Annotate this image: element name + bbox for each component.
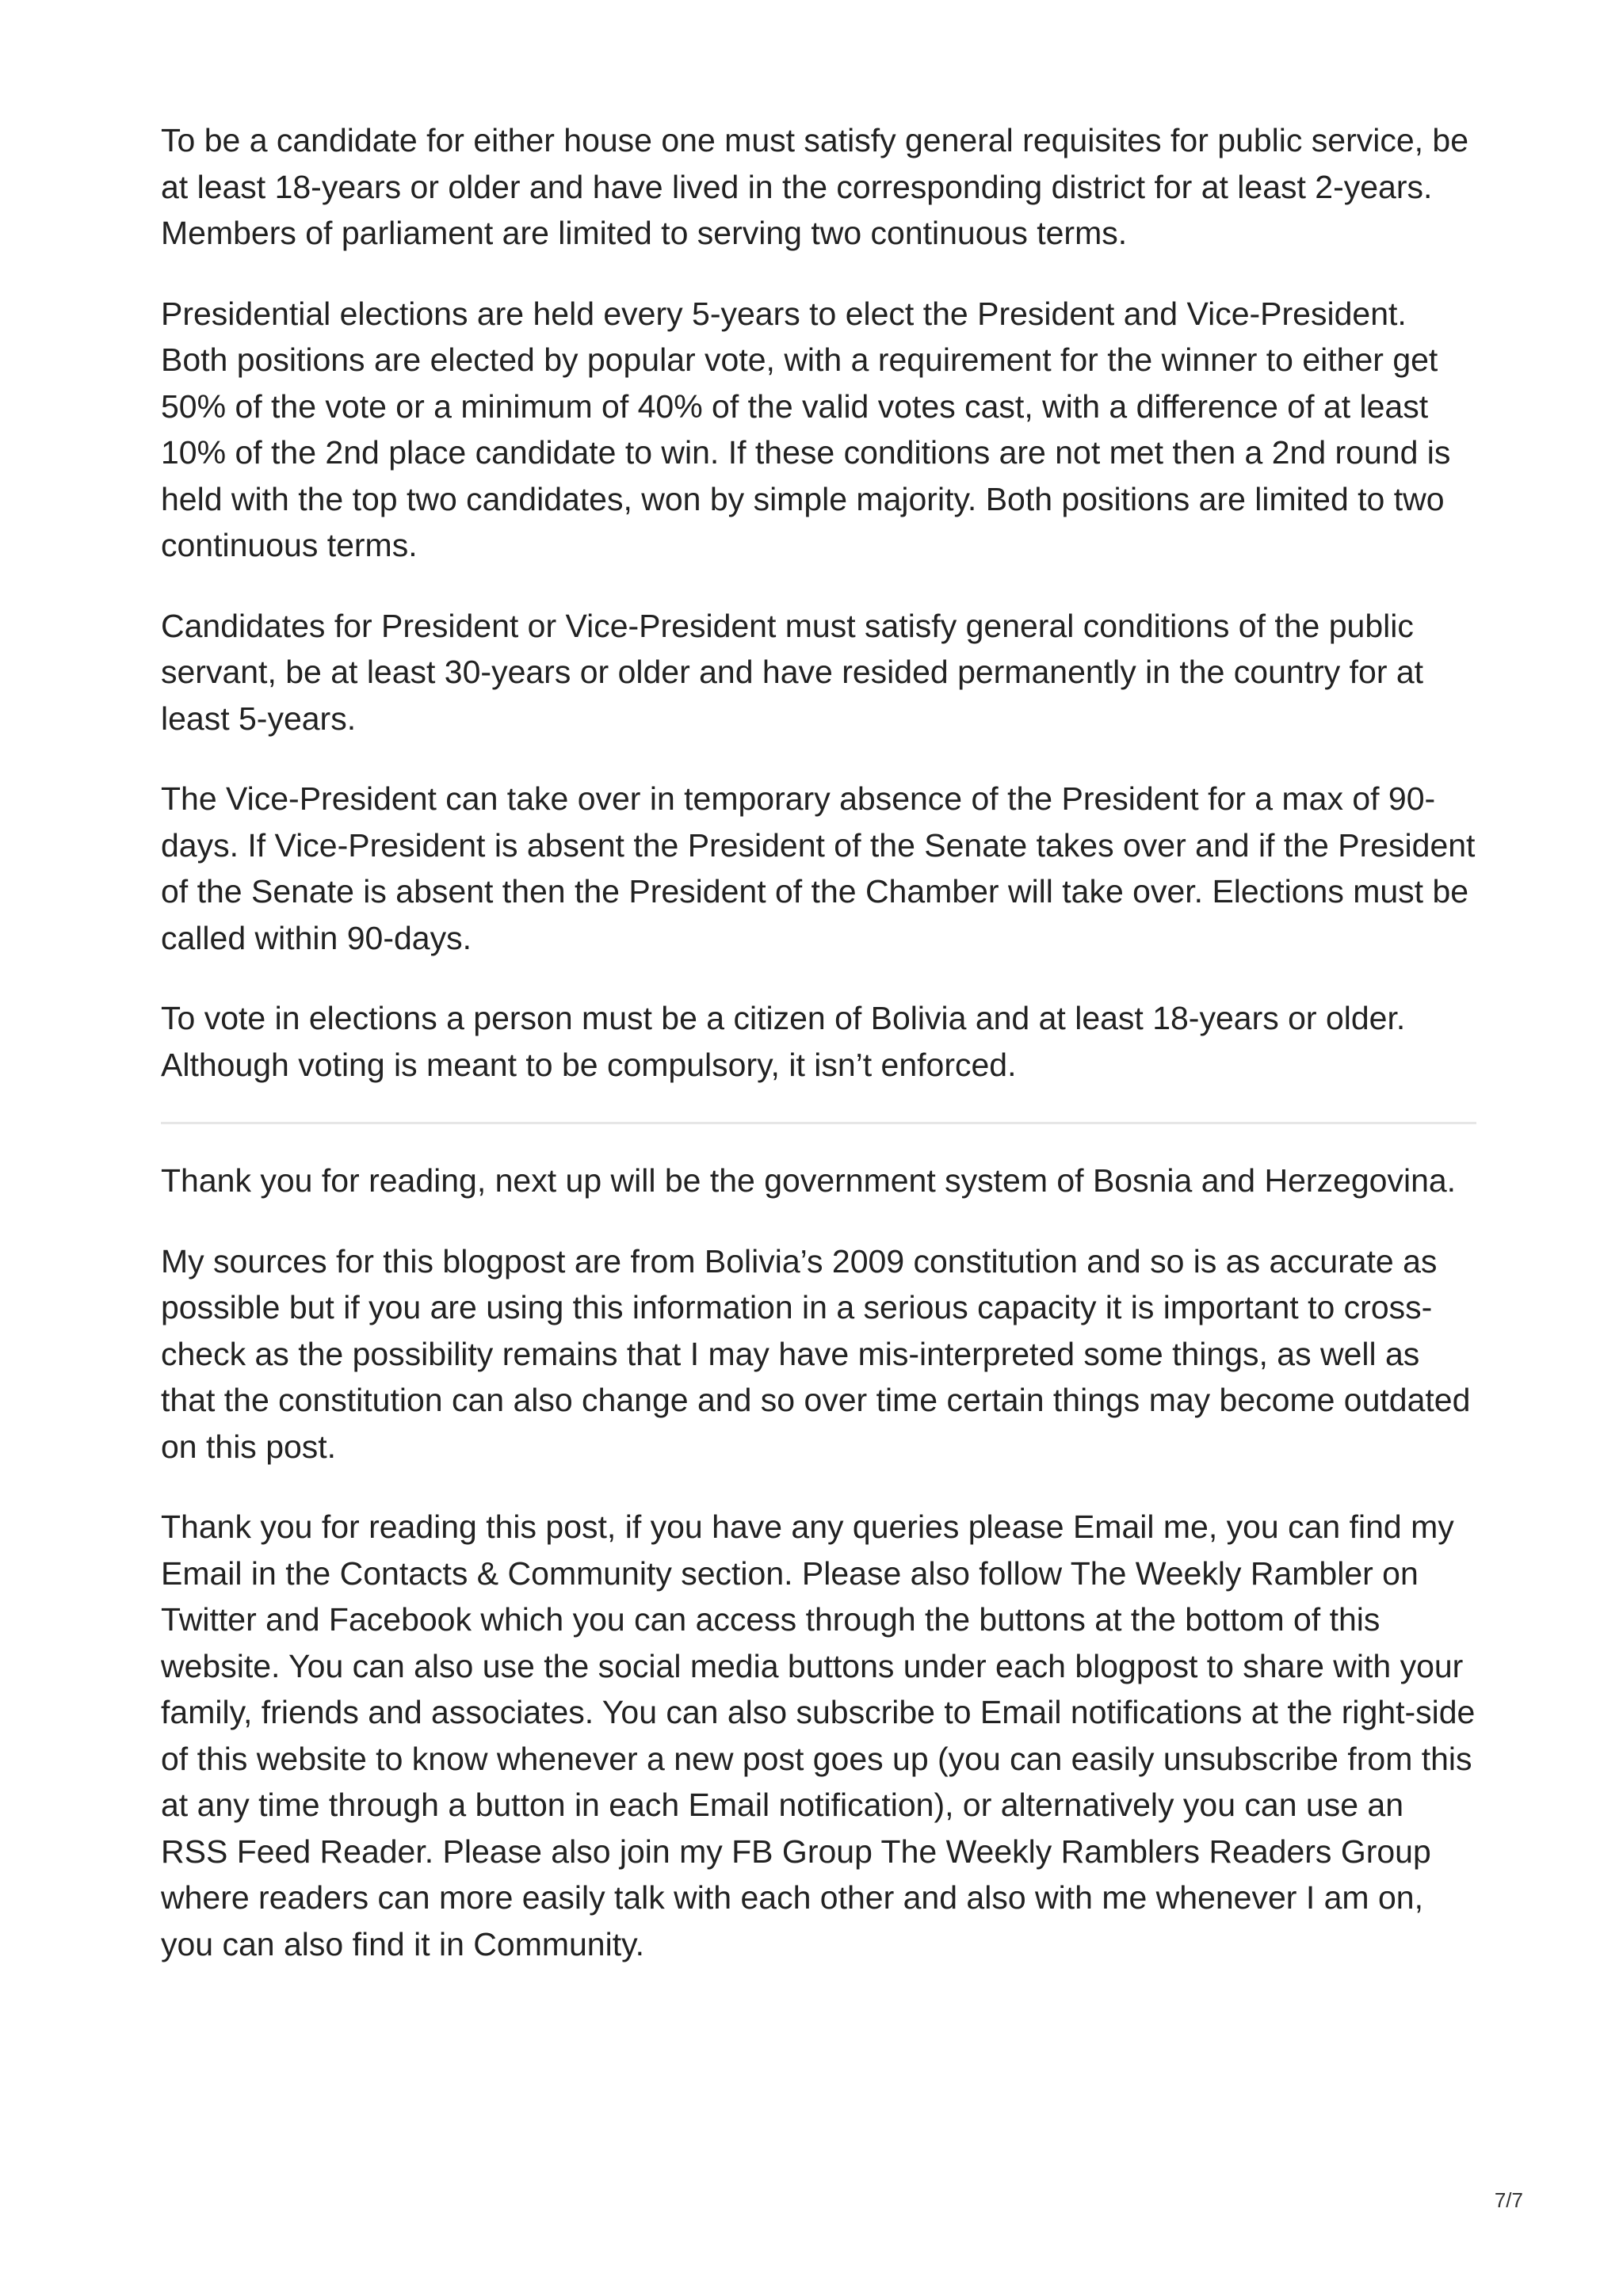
paragraph-next-up: Thank you for reading, next up will be the government system of Bosnia and Herzegovina. <box>161 1162 1457 1199</box>
paragraph-candidacy-requirements: To be a candidate for either house one must satisfy general requisites for public service, be at least 18-years or older and have lived in the corresponding district for at least 2-years. Members of parliament are limited to serving two continuous terms. <box>161 122 1469 251</box>
article-body <box>161 117 1476 2001</box>
section-divider <box>161 1122 1476 1124</box>
page-number: 7/7 <box>1494 2188 1523 2212</box>
paragraph-closing-notes: Thank you for reading this post, if you have any queries please Email me, you can find my Email in the Contacts & Community section. Please also follow The Weekly Rambler on Twitter and Facebook which you can access through the buttons at the bottom of this website. You can also use the social media buttons under each blogpost to share with your family, friends and associates. You can also subscribe to Email notifications at the right-side of this website to know whenever a new post goes up (you can easily unsubscribe from this at any time through a button in each Email notification), or alternatively you can use an RSS Feed Reader. Please also join my FB Group The Weekly Ramblers Readers Group where readers can more easily talk with each other and also with me whenever I am on, you can also find it in Community. <box>161 1508 1476 1962</box>
paragraph-vice-president-succession: The Vice-President can take over in temporary absence of the President for a max of 90-days. If Vice-President is absent the President of the Senate takes over and if the President of the Senate is absent then the President of the Chamber will take over. Elections must be called within 90-days. <box>161 780 1476 956</box>
paragraph-sources: My sources for this blogpost are from Bolivia’s 2009 constitution and so is as accurate as possible but if you are using this information in a serious capacity it is important to cross-check as the possibility remains that I may have mis-interpreted some things, as well as that the constitution can also change and so over time certain things may become outdated on this post. <box>161 1242 1471 1465</box>
paragraph-presidential-elections: Presidential elections are held every 5-years to elect the President and Vice-President. Both positions are elected by popular vote, with a requirement for the winner to either get 50% of the vote or a minimum of 40% of the valid votes cast, with a difference of at least 10% of the 2nd place candidate to win. If these conditions are not met then a 2nd round is held with the top two candidates, won by simple majority. Both positions are limited to two continuous terms. <box>161 295 1451 563</box>
paragraph-voting-eligibility: To vote in elections a person must be a citizen of Bolivia and at least 18-years or older. Although voting is meant to be compulsory, it isn’t enforced. <box>161 1000 1406 1083</box>
paragraph-president-candidates: Candidates for President or Vice-President must satisfy general conditions of the public servant, be at least 30-years or older and have resided permanently in the country for at least 5-years. <box>161 607 1424 737</box>
